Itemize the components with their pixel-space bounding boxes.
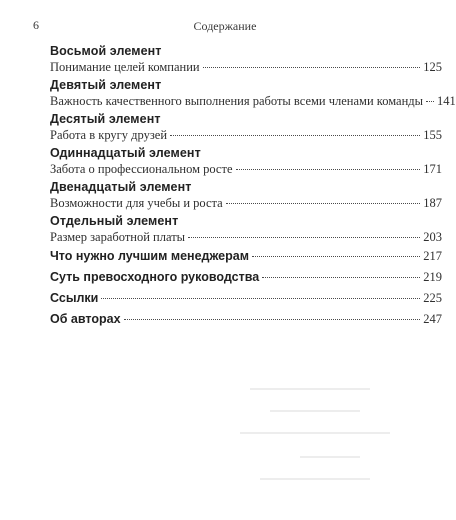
toc-entry-title: Что нужно лучшим менеджерам bbox=[50, 249, 249, 263]
toc-entry-title: Суть превосходного руководства bbox=[50, 270, 260, 284]
dot-leader bbox=[426, 101, 434, 102]
dot-leader bbox=[203, 67, 421, 68]
dot-leader bbox=[252, 256, 420, 257]
toc-page-number: 171 bbox=[423, 162, 442, 176]
toc-entry-line bbox=[50, 93, 456, 109]
toc-entry-line bbox=[50, 59, 442, 75]
dot-leader bbox=[170, 135, 420, 136]
toc-page-number: 217 bbox=[423, 249, 442, 263]
dot-leader bbox=[124, 319, 421, 320]
toc-page-number: 247 bbox=[423, 312, 442, 326]
toc-page-number: 125 bbox=[423, 60, 442, 74]
toc-entry-subtitle: Возможности для учебы и роста bbox=[50, 196, 223, 210]
dot-leader bbox=[101, 298, 420, 299]
toc-entry-heading: Двенадцатый элемент bbox=[50, 180, 192, 194]
toc-entry-references bbox=[50, 290, 442, 311]
toc-entry-subtitle: Работа в кругу друзей bbox=[50, 128, 168, 142]
toc-page-number: 225 bbox=[423, 291, 442, 305]
toc-entry-line bbox=[50, 248, 442, 264]
toc-entry-line bbox=[50, 127, 442, 143]
toc-entry-element-11 bbox=[50, 146, 442, 180]
toc-entry-subtitle: Размер заработной платы bbox=[50, 230, 186, 244]
running-title: Содержание bbox=[193, 19, 257, 33]
toc-entry-separate-element bbox=[50, 214, 442, 248]
toc-entry-line bbox=[50, 269, 442, 285]
toc-entry-line bbox=[50, 290, 442, 306]
dot-leader bbox=[226, 203, 421, 204]
toc-entry-about-authors bbox=[50, 311, 442, 332]
toc-entry-element-10 bbox=[50, 112, 442, 146]
toc-page-number: 187 bbox=[423, 196, 442, 210]
toc-entry-excellent-leadership bbox=[50, 269, 442, 290]
toc-page-number: 141 bbox=[437, 94, 456, 108]
dot-leader bbox=[236, 169, 421, 170]
toc-entry-element-8 bbox=[50, 44, 442, 78]
toc-entry-heading: Девятый элемент bbox=[50, 78, 162, 92]
toc-page-number: 219 bbox=[423, 270, 442, 284]
toc-page-number: 155 bbox=[423, 128, 442, 142]
toc-page-number: 203 bbox=[423, 230, 442, 244]
toc-entry-heading: Отдельный элемент bbox=[50, 214, 179, 228]
toc-entry-line bbox=[50, 161, 442, 177]
toc-entry-title: Об авторах bbox=[50, 312, 121, 326]
toc-entry-element-12 bbox=[50, 180, 442, 214]
toc-entry-heading: Десятый элемент bbox=[50, 112, 161, 126]
toc-entry-element-9 bbox=[50, 78, 456, 112]
toc-entry-heading: Одиннадцатый элемент bbox=[50, 146, 201, 160]
table-of-contents bbox=[50, 44, 456, 332]
dot-leader bbox=[188, 237, 420, 238]
show-through-texture bbox=[230, 380, 430, 500]
dot-leader bbox=[262, 277, 420, 278]
toc-entry-title: Ссылки bbox=[50, 291, 99, 305]
toc-entry-subtitle: Важность качественного выполнения работы всеми членами команды bbox=[50, 94, 424, 108]
toc-entry-subtitle: Понимание целей компании bbox=[50, 60, 200, 74]
toc-entry-heading: Восьмой элемент bbox=[50, 44, 162, 58]
toc-entry-line bbox=[50, 195, 442, 211]
toc-entry-subtitle: Забота о профессиональном росте bbox=[50, 162, 233, 176]
page-number: 6 bbox=[33, 18, 39, 32]
toc-entry-best-managers bbox=[50, 248, 442, 269]
toc-entry-line bbox=[50, 229, 442, 245]
toc-entry-line bbox=[50, 311, 442, 327]
